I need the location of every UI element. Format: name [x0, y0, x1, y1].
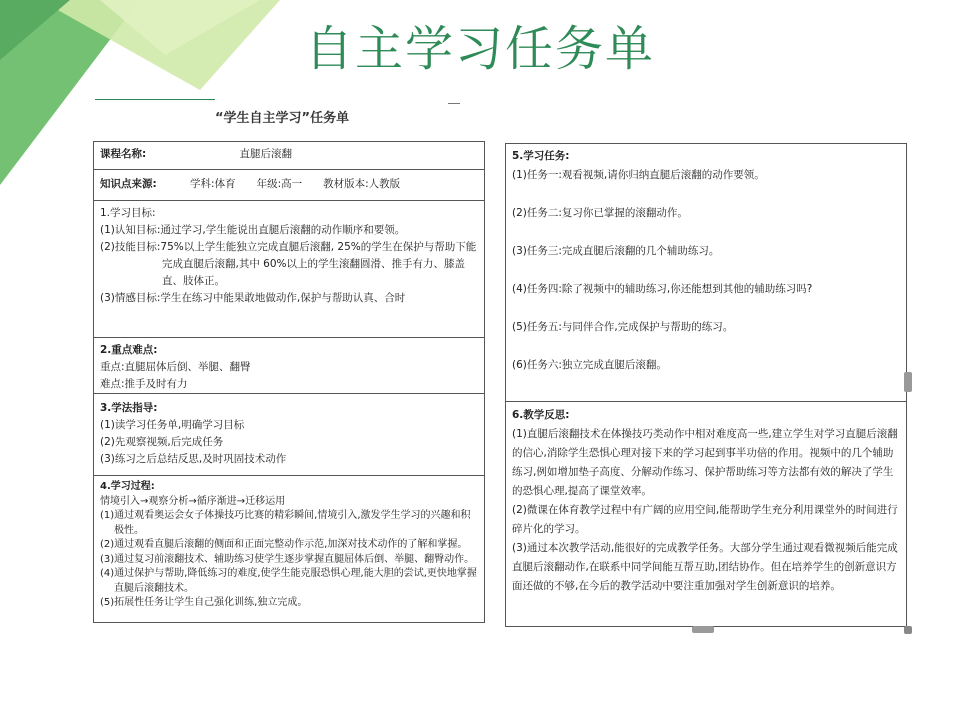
- left-table: [93, 141, 485, 623]
- task-item: (6)任务六:独立完成直腿后滚翻。: [512, 359, 667, 371]
- goal-item: (1)认知目标:通过学习,学生能说出直腿后滚翻的动作顺序和要领。: [100, 224, 406, 236]
- method-item: (2)先观察视频,后完成任务: [100, 436, 224, 448]
- corner-resize-handle[interactable]: [904, 626, 912, 634]
- task-item: (1)任务一:观看视频,请你归纳直腿后滚翻的动作要领。: [512, 169, 765, 181]
- process-item: (5)拓展性任务让学生自己强化训练,独立完成。: [100, 597, 308, 608]
- slide-title: 自主学习任务单: [304, 21, 655, 77]
- source-value: 学科:体育 年级:高一 教材版本:人教版: [190, 178, 401, 190]
- reflection-title: 6.教学反思:: [512, 409, 570, 421]
- goal-item: (3)情感目标:学生在练习中能果敢地做动作,保护与帮助认真、合时: [100, 292, 406, 304]
- process-cell: [94, 476, 484, 620]
- method-item: (3)练习之后总结反思,及时巩固技术动作: [100, 453, 287, 465]
- course-row: [94, 142, 484, 170]
- side-resize-handle[interactable]: [904, 372, 912, 392]
- process-item: (4)通过保护与帮助,降低练习的难度,使学生能克服恐惧心理,能大胆的尝试,更快地掌握直腿后滚翻技术。: [100, 568, 477, 594]
- reflection-cell: [506, 402, 906, 624]
- reflection-item: (3)通过本次教学活动,能很好的完成教学任务。大部分学生通过观看微视频后能完成直腿后滚翻动作,在联系中同学间能互帮互助,团结协作。但在培养学生的创新意识方面还做的不够,在今后的教学活动中要注重加强对学生创新意识的培养。: [512, 542, 898, 592]
- key-cell: [94, 338, 484, 394]
- method-title: 3.学法指导:: [100, 402, 158, 414]
- key-point: 难点:推手及时有力: [100, 378, 188, 390]
- course-label: 课程名称:: [100, 148, 147, 160]
- margin-mark: [448, 103, 460, 104]
- process-item: (2)通过观看直腿后滚翻的侧面和正面完整动作示范,加深对技术动作的了解和掌握。: [100, 539, 468, 550]
- source-label: 知识点来源:: [100, 178, 157, 190]
- key-title: 2.重点难点:: [100, 344, 158, 356]
- method-cell: [94, 394, 484, 476]
- tasks-cell: [506, 144, 906, 402]
- source-row: [94, 170, 484, 201]
- right-table: [505, 143, 907, 627]
- key-point: 重点:直腿屈体后倒、举腿、翻臀: [100, 361, 251, 373]
- bottom-resize-handle[interactable]: [692, 626, 714, 633]
- tasks-title: 5.学习任务:: [512, 150, 570, 162]
- task-item: (4)任务四:除了视频中的辅助练习,你还能想到其他的辅助练习吗?: [512, 283, 813, 295]
- method-item: (1)读学习任务单,明确学习目标: [100, 419, 245, 431]
- process-intro: 情境引入→观察分析→循序渐进→迁移运用: [100, 495, 286, 507]
- goal-item: (2)技能目标:75%以上学生能独立完成直腿后滚翻, 25%的学生在保护与帮助下能完成直腿后滚翻,其中 60%以上的学生滚翻圆滑、推手有力、膝盖直、肢体正。: [100, 241, 477, 287]
- process-item: (3)通过复习前滚翻技术、辅助练习使学生逐步掌握直腿屈体后倒、举腿、翻臀动作。: [100, 553, 475, 565]
- goals-title: 1.学习目标:: [100, 207, 156, 219]
- reflection-item: (2)微课在体育教学过程中有广阔的应用空间,能帮助学生充分利用课堂外的时间进行碎片化的学习。: [512, 504, 898, 535]
- task-item: (2)任务二:复习你已掌握的滚翻动作。: [512, 207, 688, 219]
- document-heading: “学生自主学习”任务单: [215, 111, 350, 126]
- title-underline: [95, 99, 215, 100]
- task-item: (3)任务三:完成直腿后滚翻的几个辅助练习。: [512, 245, 720, 257]
- process-title: 4.学习过程:: [100, 481, 155, 492]
- task-item: (5)任务五:与同伴合作,完成保护与帮助的练习。: [512, 321, 734, 333]
- process-item: (1)通过观看奥运会女子体操技巧比赛的精彩瞬间,情境引入,激发学生学习的兴趣和积极性。: [100, 510, 471, 536]
- course-value: 直腿后滚翻: [239, 148, 293, 160]
- reflection-item: (1)直腿后滚翻技术在体操技巧类动作中相对难度高一些,建立学生对学习直腿后滚翻的信心,消除学生恐惧心理对接下来的学习起到事半功倍的作用。视频中的几个辅助练习,例如增加垫子高度、分解动作练习、保护帮助练习等方法都有效的解决了学生的恐惧心理,提高了课堂效率。: [512, 428, 898, 497]
- goals-cell: [94, 201, 484, 338]
